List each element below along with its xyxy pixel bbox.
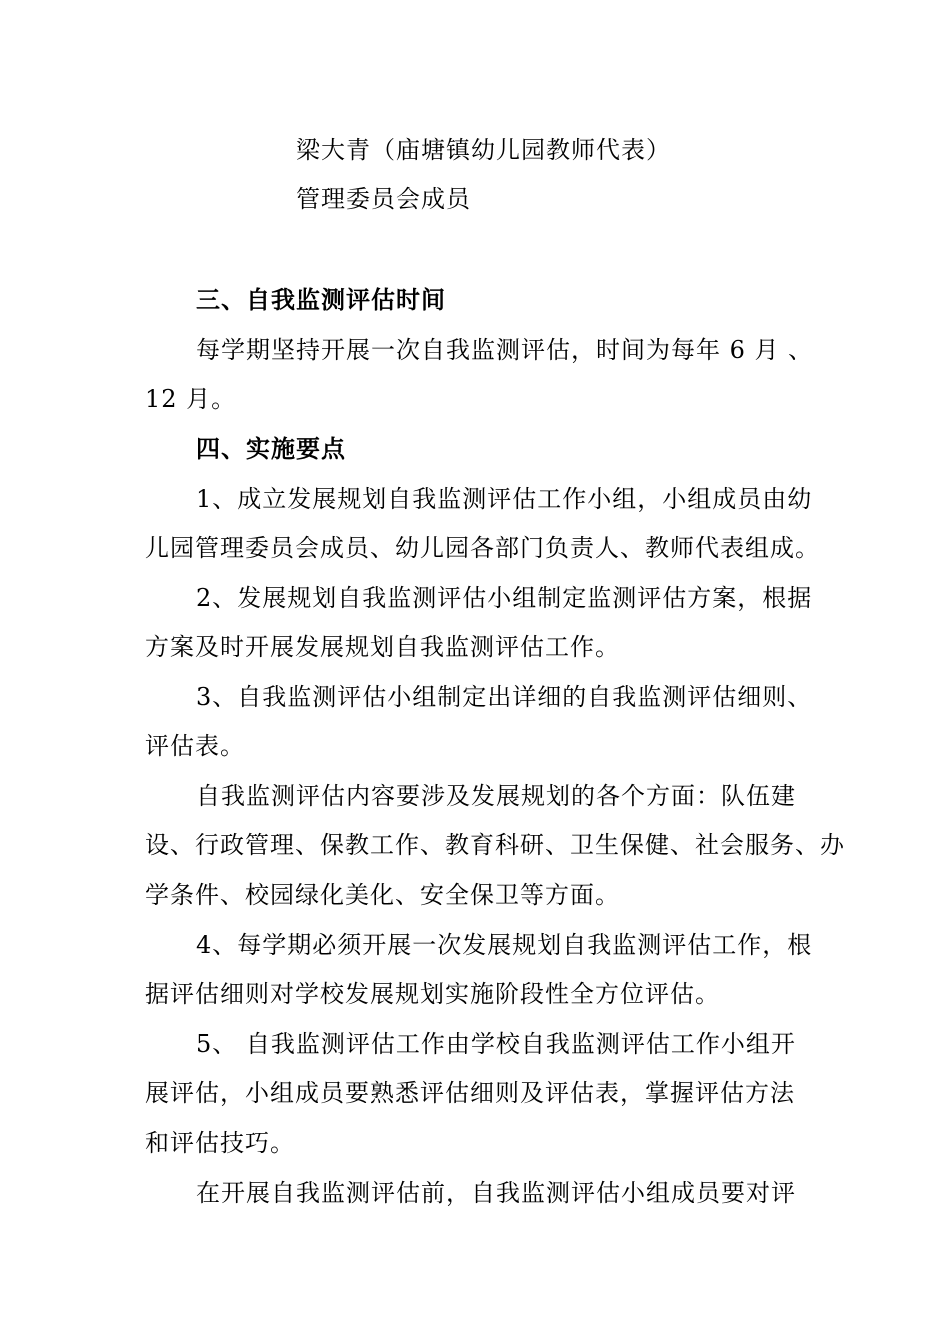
item-1-line-1: 1、成立发展规划自我监测评估工作小组，小组成员由幼	[196, 485, 813, 513]
section-3-paragraph-line-2: 12 月。	[145, 385, 237, 413]
item-2-line-2: 方案及时开展发展规划自我监测评估工作。	[145, 633, 620, 661]
content-paragraph-line-3: 学条件、校园绿化美化、安全保卫等方面。	[145, 881, 620, 909]
item-5-line-2: 展评估，小组成员要熟悉评估细则及评估表，掌握评估方法	[145, 1079, 795, 1107]
section-3-heading: 三、自我监测评估时间	[196, 285, 446, 314]
member-committee: 管理委员会成员	[296, 185, 471, 213]
content-paragraph-line-1: 自我监测评估内容要涉及发展规划的各个方面：队伍建	[196, 782, 796, 810]
prep-paragraph-line-1: 在开展自我监测评估前，自我监测评估小组成员要对评	[196, 1179, 796, 1207]
section-4-heading: 四、实施要点	[196, 434, 346, 463]
item-5-line-1: 5、 自我监测评估工作由学校自我监测评估工作小组开	[196, 1030, 796, 1058]
item-4-line-1: 4、每学期必须开展一次发展规划自我监测评估工作，根	[196, 931, 813, 959]
item-2-line-1: 2、发展规划自我监测评估小组制定监测评估方案，根据	[196, 584, 813, 612]
member-teacher-rep: 梁大青（庙塘镇幼儿园教师代表）	[296, 136, 671, 164]
item-1-line-2: 儿园管理委员会成员、幼儿园各部门负责人、教师代表组成。	[145, 534, 820, 562]
content-paragraph-line-2: 设、行政管理、保教工作、教育科研、卫生保健、社会服务、办	[145, 831, 845, 859]
item-3-line-2: 评估表。	[145, 732, 245, 760]
item-3-line-1: 3、自我监测评估小组制定出详细的自我监测评估细则、	[196, 683, 813, 711]
item-4-line-2: 据评估细则对学校发展规划实施阶段性全方位评估。	[145, 980, 720, 1008]
item-5-line-3: 和评估技巧。	[145, 1129, 295, 1157]
section-3-paragraph-line-1: 每学期坚持开展一次自我监测评估，时间为每年 6 月 、	[196, 336, 814, 364]
